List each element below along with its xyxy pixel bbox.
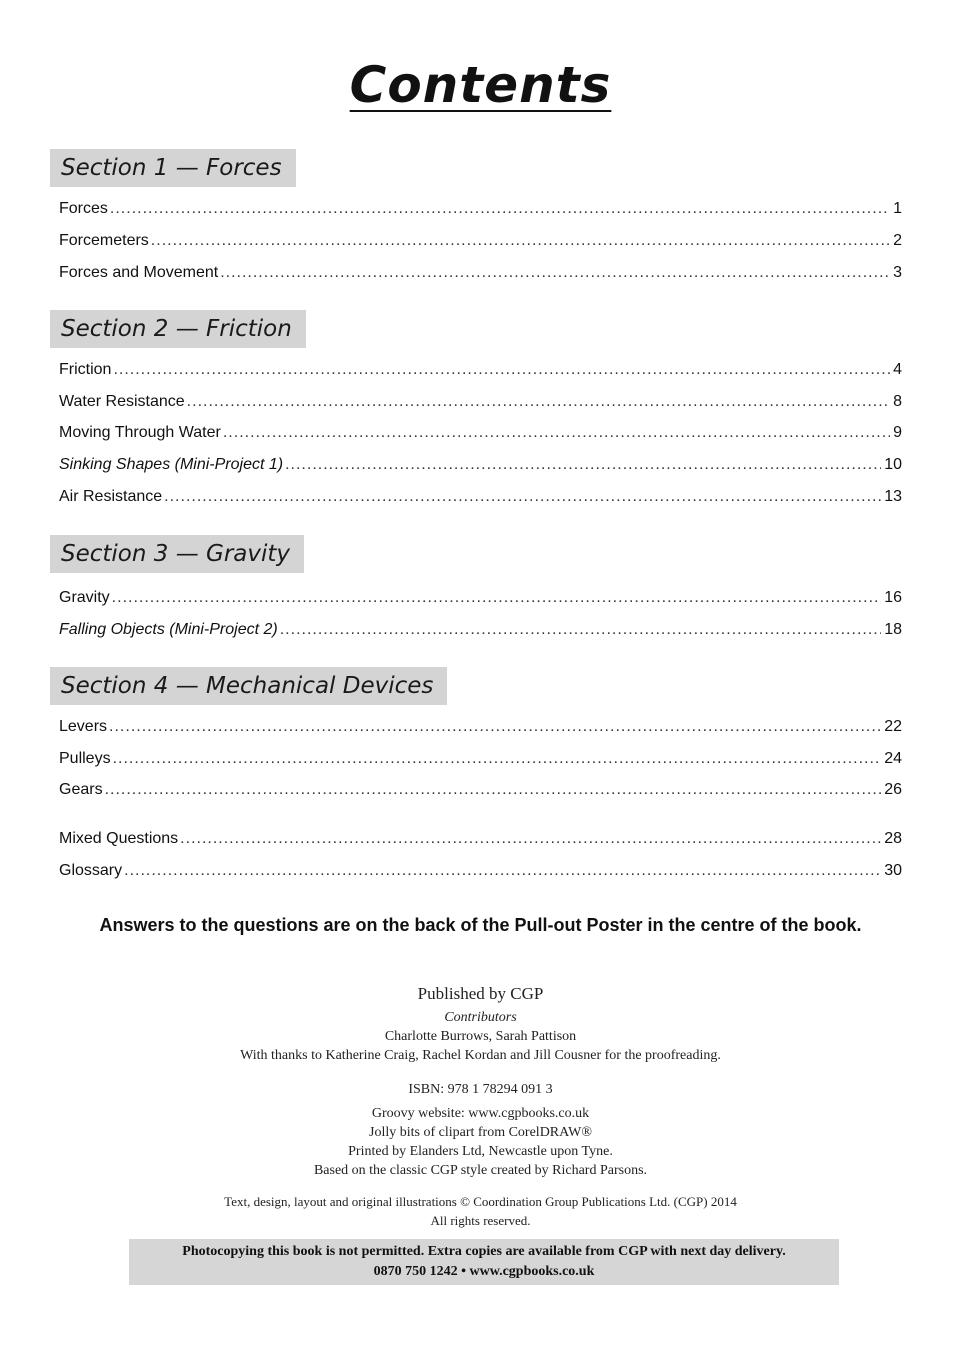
style-credit: Based on the classic CGP style created by Richard Parsons. [313, 1163, 648, 1178]
toc-entry-label: Glossary [59, 862, 123, 879]
toc-entry-label: Pulleys [59, 750, 111, 767]
toc-entry-label: Mixed Questions [59, 830, 179, 847]
toc-entry[interactable] [59, 359, 902, 381]
dot-leader [223, 422, 890, 444]
dot-leader [110, 198, 890, 220]
toc-entry-label: Sinking Shapes (Mini-Project 1) [59, 456, 284, 473]
toc-entry[interactable] [59, 198, 902, 220]
toc-entry-page: 9 [893, 424, 902, 441]
toc-entry-mini-project[interactable] [59, 454, 902, 476]
copyright-notice: Text, design, layout and original illustrations © Coordination Group Publications Ltd. (CGP) 2014 [224, 1194, 737, 1209]
toc-entry-page: 13 [884, 488, 902, 505]
toc-entry-mixed-questions[interactable] [59, 828, 902, 850]
toc-entry-page: 2 [893, 232, 902, 249]
toc-entry-label: Levers [59, 718, 108, 735]
toc-entry[interactable] [59, 779, 902, 801]
toc-entry-label: Water Resistance [59, 393, 185, 410]
dot-leader [124, 860, 881, 882]
dot-leader [113, 359, 890, 381]
toc-entry-page: 3 [893, 264, 902, 281]
toc-entry[interactable] [59, 587, 902, 609]
contributors-names: Charlotte Burrows, Sarah Pattison [384, 1029, 577, 1044]
toc-entry-label: Falling Objects (Mini-Project 2) [59, 621, 278, 638]
toc-entry-page: 18 [884, 621, 902, 638]
toc-entry-label: Gravity [59, 589, 110, 606]
dot-leader [220, 262, 890, 284]
toc-entry[interactable] [59, 716, 902, 738]
toc-entry-label: Forces [59, 200, 108, 217]
dot-leader [105, 779, 882, 801]
isbn: ISBN: 978 1 78294 091 3 [408, 1082, 553, 1097]
photocopy-notice: Photocopying this book is not permitted. Extra copies are available from CGP with next day delivery. [182, 1244, 786, 1259]
printer-credit: Printed by Elanders Ltd, Newcastle upon Tyne. [348, 1144, 613, 1159]
toc-entry-page: 4 [893, 361, 902, 378]
toc-entry-label: Gears [59, 781, 103, 798]
toc-entry-page: 30 [884, 862, 902, 879]
toc-entry-label: Air Resistance [59, 488, 163, 505]
dot-leader [112, 587, 882, 609]
dot-leader [113, 748, 882, 770]
section-heading-friction: Section 2 — Friction [50, 310, 306, 348]
toc-entry-page: 28 [884, 830, 902, 847]
toc-entry[interactable] [59, 230, 902, 252]
toc-entry-page: 8 [893, 393, 902, 410]
toc-entry[interactable] [59, 748, 902, 770]
all-rights-reserved: All rights reserved. [430, 1213, 531, 1228]
dot-leader [164, 486, 881, 508]
toc-entry-page: 10 [884, 456, 902, 473]
dot-leader [285, 454, 881, 476]
page-title: Contents [349, 56, 612, 114]
dot-leader [109, 716, 881, 738]
toc-entry[interactable] [59, 486, 902, 508]
toc-entry-page: 1 [893, 200, 902, 217]
website: Groovy website: www.cgpbooks.co.uk [371, 1106, 590, 1121]
section-heading-gravity: Section 3 — Gravity [50, 535, 304, 573]
contributors-heading: Contributors [444, 1010, 517, 1025]
clipart-credit: Jolly bits of clipart from CorelDRAW® [369, 1125, 592, 1140]
toc-entry-page: 16 [884, 589, 902, 606]
dot-leader [280, 619, 881, 641]
toc-entry-label: Forces and Movement [59, 264, 219, 281]
toc-entry-page: 26 [884, 781, 902, 798]
toc-entry-label: Forcemeters [59, 232, 149, 249]
toc-entry-mini-project[interactable] [59, 619, 902, 641]
toc-entry[interactable] [59, 262, 902, 284]
photocopy-notice-box [129, 1239, 839, 1285]
answers-note: Answers to the questions are on the back of the Pull-out Poster in the centre of the book. [99, 915, 862, 935]
published-by: Published by CGP [417, 984, 544, 1003]
dot-leader [151, 230, 890, 252]
toc-entry-label: Moving Through Water [59, 424, 221, 441]
proofreading-thanks: With thanks to Katherine Craig, Rachel Kordan and Jill Cousner for the proofreading. [240, 1048, 721, 1063]
toc-entry[interactable] [59, 422, 902, 444]
toc-entry-glossary[interactable] [59, 860, 902, 882]
section-heading-forces: Section 1 — Forces [50, 149, 296, 187]
toc-entry-page: 22 [884, 718, 902, 735]
toc-entry[interactable] [59, 391, 902, 413]
section-heading-mechanical-devices: Section 4 — Mechanical Devices [50, 667, 447, 705]
dot-leader [187, 391, 890, 413]
toc-entry-page: 24 [884, 750, 902, 767]
toc-entry-label: Friction [59, 361, 112, 378]
dot-leader [180, 828, 881, 850]
contact-line: 0870 750 1242 • www.cgpbooks.co.uk [373, 1264, 595, 1279]
